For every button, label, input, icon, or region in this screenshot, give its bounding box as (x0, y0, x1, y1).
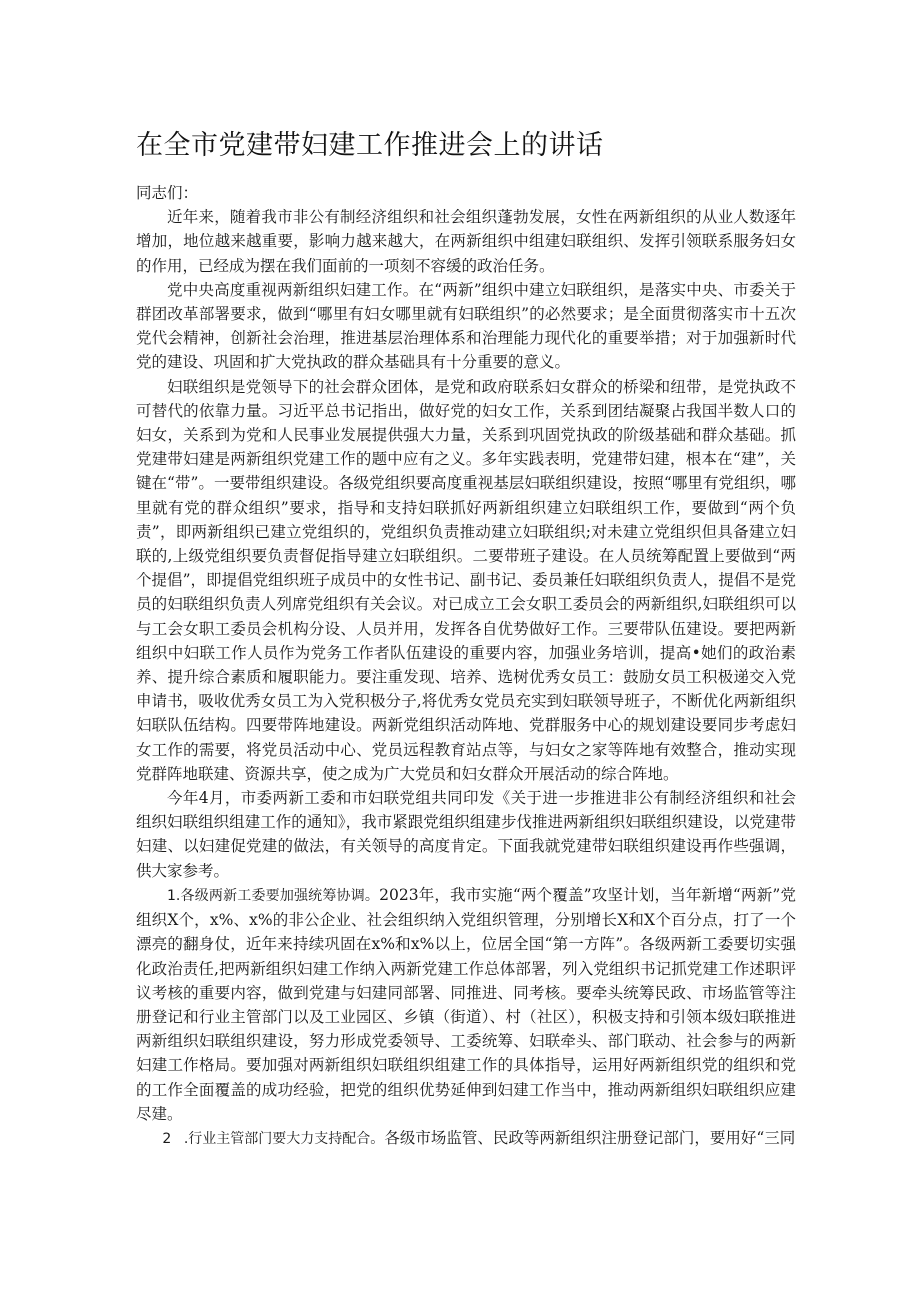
paragraph-intro: 近年来，随着我市非公有制经济组织和社会组织蓬勃发展，女性在两新组织的从业人数逐年增加，地位越来越重要，影响力越来越大，在两新组织中组建妇联组织、发挥引领联系服务妇女的作用，已经成为摆在我们面前的一项刻不容缓的政治任务。 (136, 208, 796, 275)
point-2-text: 各级市场监管、民政等两新组织注册登记部门，要用好“三同 (384, 1128, 796, 1147)
point-1-lead: 1.各级两新工委要加强统筹协调。 (167, 887, 380, 904)
point-2-number: 2 (162, 1130, 172, 1147)
paragraph-womens-federation-role: 妇联组织是党领导下的社会群众团体，是党和政府联系妇女群众的桥梁和纽带，是党执政不可替代的依靠力量。习近平总书记指出，做好党的妇女工作，关系到团结凝聚占我国半数人口的妇女，关系到为党和人民事业发展提供强大力量，关系到巩固党执政的阶级基础和群众基础。抓党建带妇建是两新组织党建工作的题中应有之义。多年实践表明，党建带妇建，根本在“建”，关键在“带”。一要带组织建设。各级党组织要高度重视基层妇联组织建设，按照“哪里有党组织，哪里就有党的群众组织”要求，指导和支持妇联抓好两新组织建立妇联组织工作，要做到“两个负责”，即两新组织已建立党组织的，党组织负责推动建立妇联组织;对未建立党组织但具备建立妇联的,上级党组织要负责督促指导建立妇联组织。二要带班子建设。在人员统筹配置上要做到“两个提倡”，即提倡党组织班子成员中的女性书记、副书记、委员兼任妇联组织负责人，提倡不是党员的妇联组织负责人列席党组织有关会议。对已成立工会女职工委员会的两新组织,妇联组织可以与工会女职工委员会机构分设、人员并用，发挥各自优势做好工作。三要带队伍建设。要把两新组织中妇联工作人员作为党务工作者队伍建设的重要内容，加强业务培训，提高•她们的政治素养、提升综合素质和履职能力。要注重发现、培养、选树优秀女员工：鼓励女员工积极递交入党申请书，吸收优秀女员工为入党积极分子,将优秀女党员充实到妇联领导班子，不断优化两新组织妇联队伍结构。四要带阵地建设。两新党组织活动阵地、党群服务中心的规划建设要同步考虑妇女工作的需要，将党员活动中心、党员远程教育站点等，与妇女之家等阵地有效整合，推动实现党群阵地联建、资源共享，使之成为广大党员和妇女群众开展活动的综合阵地。 (136, 377, 796, 783)
salutation: 同志们： (136, 184, 199, 202)
point-2-lead: .行业主管部门要大力支持配合。 (183, 1130, 385, 1147)
point-1-paragraph (136, 883, 796, 1126)
point-1-text: 2023年，我市实施“两个覆盖”攻坚计划，当年新增“两新”党组织X个，x%、x%的非公企业、社会组织纳入党组织管理，分别增长X和X个百分点，打了一个漂亮的翻身仗，近年来持续巩固在x%和x%以上，位居全国“第一方阵”。各级两新工委要切实强化政治责任,把两新组织妇建工作纳入两新党建工作总体部署，列入党组织书记抓党建工作述职评议考核的重要内容，做到党建与妇建同部署、同推进、同考核。要牵头统筹民政、市场监管等注册登记和行业主管部门以及工业园区、乡镇（街道）、村（社区），积极支持和引领本级妇联推进两新组织妇联组织建设，努力形成党委领导、工委统筹、妇联牵头、部门联动、社会参与的两新妇建工作格局。要加强对两新组织妇联组织组建工作的具体指导，运用好两新组织党的组织和党的工作全面覆盖的成功经验，把党的组织优势延伸到妇建工作当中，推动两新组织妇联组织应建尽建。 (136, 885, 796, 1123)
document-body (136, 181, 796, 1151)
paragraph-april-notice: 今年4月，市委两新工委和市妇联党组共同印发《关于进一步推进非公有制经济组织和社会组织妇联组织组建工作的通知》，我市紧跟党组织组建步伐推进两新组织妇联组织建设，以党建带妇建、以妇建促党建的做法，有关领导的高度肯定。下面我就党建带妇联组织建设再作些强调，供大家参考。 (136, 789, 796, 880)
document-title: 在全市党建带妇建工作推进会上的讲话 (136, 130, 604, 161)
point-2-paragraph (136, 1126, 796, 1151)
paragraph-central-importance: 党中央高度重视两新组织妇建工作。在“两新”组织中建立妇联组织，是落实中央、市委关于群团改革部署要求，做到“哪里有妇女哪里就有妇联组织”的必然要求；是全面贯彻落实市十五次党代会精神，创新社会治理，推进基层治理体系和治理能力现代化的重要举措；对于加强新时代党的建设、巩固和扩大党执政的群众基础具有十分重要的意义。 (136, 280, 796, 372)
